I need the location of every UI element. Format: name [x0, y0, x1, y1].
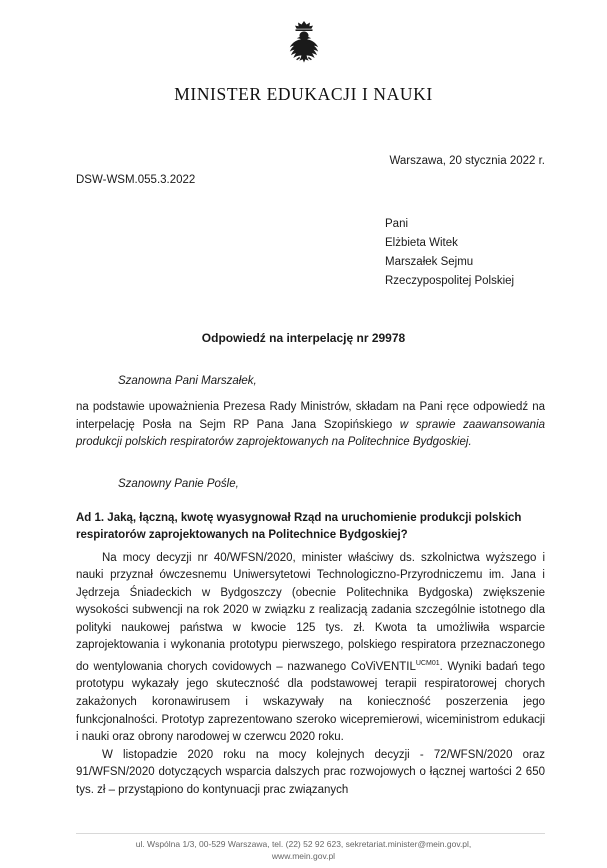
footer-divider — [76, 833, 545, 834]
question-heading: Ad 1. Jaką, łączną, kwotę wyasygnował Rząd na uruchomienie produkcji polskich respiratorów zaprojektowanych na Politechnice Bydgoskiej? — [76, 511, 522, 541]
answer-para1-part-b: . Wyniki badań tego prototypu wykazały jego skuteczność dla podstawowej terapii respiratorowej chorych zakażonych koronawirusem i wskazywały na konieczność poszerzenia jego funkcjonalności. Prototyp zaprezentowano szeroko wicepremierowi, wiceministrom edukacji i nauki oraz obrony narodowej w czerwcu 2020 roku. — [76, 660, 545, 744]
footer-address-line: ul. Wspólna 1/3, 00-529 Warszawa, tel. (22) 52 92 623, sekretariat.minister@mein.gov.pl, — [135, 839, 472, 849]
document-meta — [0, 155, 607, 195]
answer-para2: W listopadzie 2020 roku na mocy kolejnych decyzji - 72/WFSN/2020 oraz 91/WFSN/2020 dotyczących wsparcia dalszych prac rozwojowych o łącznej wartości 2 650 tys. zł – przystąpiono do kontynuacji prac związanych — [76, 748, 545, 797]
page-footer — [0, 838, 607, 862]
salutation-posel: Szanowny Panie Pośle, — [118, 477, 239, 490]
answer-para1-superscript: UCM01 — [415, 660, 440, 668]
place-and-date: Warszawa, 20 stycznia 2022 r. — [389, 155, 545, 167]
addressee-line-2: Elżbieta Witek — [385, 237, 458, 249]
answer-body — [0, 550, 607, 800]
addressee-line-3: Marszałek Sejmu — [385, 256, 474, 268]
polish-eagle-emblem — [0, 0, 607, 70]
addressee-line-4: Rzeczypospolitej Polskiej — [385, 275, 515, 287]
footer-website-line: www.mein.gov.pl — [271, 851, 336, 861]
addressee-line-1: Pani — [385, 218, 409, 230]
ministry-title: MINISTER EDUKACJI I NAUKI — [174, 84, 433, 104]
answer-para1-part-a: Na mocy decyzji nr 40/WFSN/2020, minister właściwy ds. szkolnictwa wyższego i nauki przyznał ówczesnemu Uniwersytetowi Technologiczno-Przyrodniczemu im. Jana i Jędrzeja Śniadeckich w Bydgoszczy (obecnie Politechnika Bydgoska) zwiększenie wysokości subwencji na rok 2020 w związku z realizacją zadania szczególnie istotnego dla polityki naukowej państwa w kwocie 125 tys. zł. Kwota ta umożliwiła wsparcie zaprojektowania i wykonania prototypu pierwszego, polskiego respiratora przeznaczonego do wentylowania chorych covidowych – nazwanego CoViVENTIL — [76, 551, 545, 673]
document-subject: Odpowiedź na interpelację nr 29978 — [201, 331, 406, 345]
salutation-marszalek: Szanowna Pani Marszałek, — [118, 375, 257, 387]
intro-text-part1: na podstawie upoważnienia Prezesa Rady Ministrów, składam na Pani ręce odpowiedź na interpelację Posła na Sejm RP Pana Jana Szopińskiego — [76, 401, 545, 431]
reference-number: DSW-WSM.055.3.2022 — [76, 174, 196, 186]
intro-text-part2: w sprawie zaawansowania produkcji polskich respiratorów zaprojektowanych na Politechnice Bydgoskiej. — [76, 418, 545, 448]
addressee-block — [0, 215, 607, 291]
intro-paragraph — [0, 399, 607, 452]
